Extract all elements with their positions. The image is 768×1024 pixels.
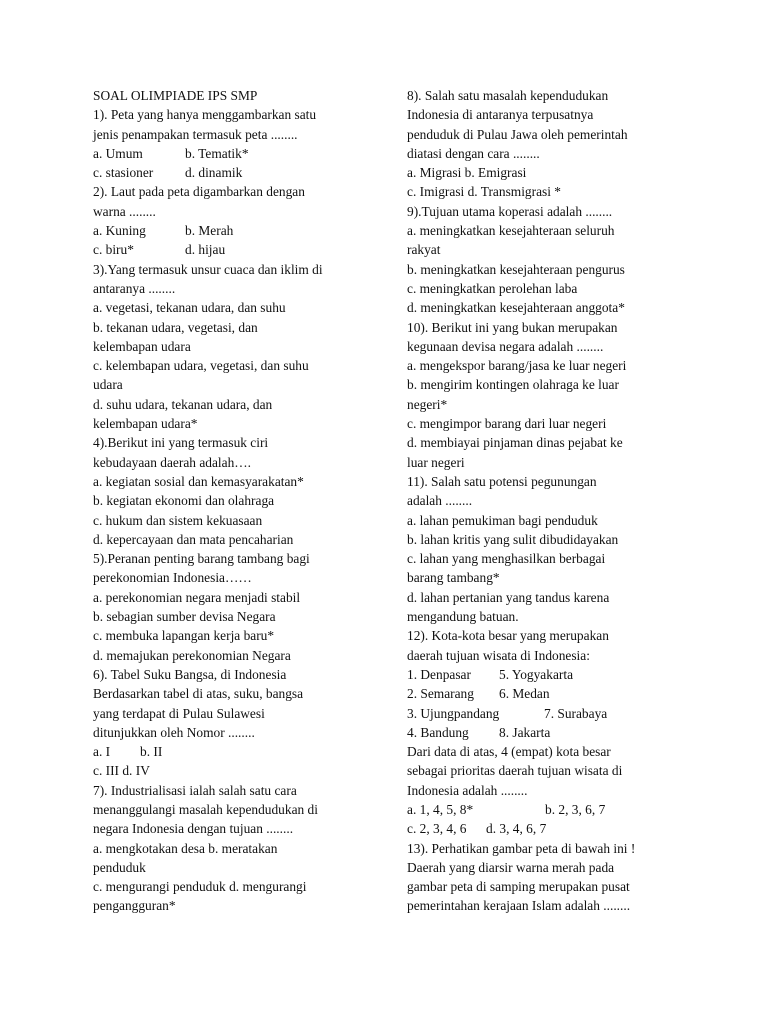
option-left: c. 2, 3, 4, 6 [407,821,467,837]
option-right: 7. Surabaya [544,705,608,721]
text-line: a. mengkotakan desa b. meratakan [93,840,278,856]
text-line: 10). Berikut ini yang bukan merupakan [407,319,618,335]
option-left: a. Umum [93,145,143,161]
text-line: negeri* [407,396,448,412]
text-line: c. lahan yang menghasilkan berbagai [407,551,606,567]
text-line: kebudayaan daerah adalah…. [93,454,252,470]
text-line: penduduk [93,859,146,875]
right-column [407,86,692,916]
text-line: Indonesia adalah ........ [407,782,528,798]
text-line: c. mengurangi penduduk d. mengurangi [93,879,307,895]
text-line: yang terdapat di Pulau Sulawesi [93,705,265,721]
text-line: mengandung batuan. [407,609,519,625]
text-line: c. mengimpor barang dari luar negeri [407,416,607,432]
text-line: negara Indonesia dengan tujuan ........ [93,821,294,837]
option-right: 8. Jakarta [499,724,551,740]
text-line: 6). Tabel Suku Bangsa, di Indonesia [93,666,287,682]
text-line: c. kelembapan udara, vegetasi, dan suhu [93,358,309,374]
text-line: diatasi dengan cara ........ [407,145,540,161]
left-column [93,86,385,916]
text-line: 11). Salah satu potensi pegunungan [407,473,597,489]
text-line: 9).Tujuan utama koperasi adalah ........ [407,203,613,219]
text-line: adalah ........ [407,493,473,509]
option-left: 3. Ujungpandang [407,705,500,721]
text-line: 4).Berikut ini yang termasuk ciri [93,435,269,451]
option-right: 5. Yogyakarta [499,666,574,682]
text-line: warna ........ [93,203,156,219]
text-line: d. lahan pertanian yang tandus karena [407,589,610,605]
text-line: b. tekanan udara, vegetasi, dan [93,319,258,335]
text-line: ditunjukkan oleh Nomor ........ [93,724,255,740]
option-right: d. 3, 4, 6, 7 [486,821,547,837]
text-line [407,800,692,819]
option-left: 1. Denpasar [407,666,471,682]
option-right: b. 2, 3, 6, 7 [545,801,606,817]
text-line: 2). Laut pada peta digambarkan dengan [93,184,305,200]
option-left: a. Kuning [93,223,146,239]
text-line: b. lahan kritis yang sulit dibudidayakan [407,531,619,547]
text-line: 8). Salah satu masalah kependudukan [407,88,609,103]
text-line: d. suhu udara, tekanan udara, dan [93,396,273,412]
text-line: 5).Peranan penting barang tambang bagi [93,551,310,567]
text-line: kelembapan udara* [93,416,198,432]
option-right: b. Tematik* [185,145,249,161]
text-line: c. III d. IV [93,763,150,779]
text-line [407,704,692,723]
text-line [407,665,692,684]
text-line: pengangguran* [93,898,176,914]
text-line: daerah tujuan wisata di Indonesia: [407,647,590,663]
text-line: Daerah yang diarsir warna merah pada [407,859,615,875]
text-line [407,684,692,703]
text-line [93,144,385,163]
text-line: kegunaan devisa negara adalah ........ [407,338,604,354]
text-line: a. Migrasi b. Emigrasi [407,165,527,181]
option-left: c. biru* [93,242,134,258]
text-line [93,163,385,182]
text-line: c. meningkatkan perolehan laba [407,280,578,296]
text-line: menanggulangi masalah kependudukan di [93,801,318,817]
option-left: a. I [93,744,111,760]
option-right: d. dinamik [185,165,243,181]
text-line: Indonesia di antaranya terpusatnya [407,107,594,123]
option-right: b. II [140,744,163,760]
text-line: sebagai prioritas daerah tujuan wisata di [407,763,623,779]
text-line: b. mengirim kontingen olahraga ke luar [407,377,619,393]
text-line: c. membuka lapangan kerja baru* [93,628,275,644]
text-line: a. mengekspor barang/jasa ke luar negeri [407,358,627,374]
text-line [93,240,385,259]
text-line [407,723,692,742]
text-line: 12). Kota-kota besar yang merupakan [407,628,609,644]
text-line: jenis penampakan termasuk peta ........ [93,126,298,142]
text-line: perekonomian Indonesia…… [93,570,252,586]
option-right: b. Merah [185,223,234,239]
text-line: a. lahan pemukiman bagi penduduk [407,512,598,528]
text-line: kelembapan udara [93,338,191,354]
text-line: a. vegetasi, tekanan udara, dan suhu [93,300,286,316]
document-title: SOAL OLIMPIADE IPS SMP [93,88,258,103]
text-line: a. kegiatan sosial dan kemasyarakatan* [93,473,304,489]
text-line: 13). Perhatikan gambar peta di bawah ini ! [407,840,636,856]
text-line: a. perekonomian negara menjadi stabil [93,589,301,605]
text-line [93,221,385,240]
text-line: d. membiayai pinjaman dinas pejabat ke [407,435,623,451]
text-line: Dari data di atas, 4 (empat) kota besar [407,744,611,760]
text-line: b. meningkatkan kesejahteraan pengurus [407,261,625,277]
text-line: pemerintahan kerajaan Islam adalah ........ [407,898,631,914]
option-right: 6. Medan [499,686,550,702]
option-left: 2. Semarang [407,686,474,702]
text-line: a. meningkatkan kesejahteraan seluruh [407,223,615,239]
option-right: d. hijau [185,242,226,258]
text-line: 3).Yang termasuk unsur cuaca dan iklim di [93,261,323,277]
text-line: d. meningkatkan kesejahteraan anggota* [407,300,625,316]
text-line [407,819,692,838]
text-line: barang tambang* [407,570,500,586]
text-line: gambar peta di samping merupakan pusat [407,879,630,895]
text-line: Berdasarkan tabel di atas, suku, bangsa [93,686,304,702]
text-line: rakyat [407,242,441,258]
left-column-lines [93,105,385,915]
option-left: a. 1, 4, 5, 8* [407,801,474,817]
text-line: udara [93,377,123,393]
right-column-lines [407,86,692,916]
text-line: c. hukum dan sistem kekuasaan [93,512,263,528]
text-line: d. kepercayaan dan mata pencaharian [93,531,294,547]
option-left: 4. Bandung [407,724,469,740]
text-line: antaranya ........ [93,280,176,296]
text-line: penduduk di Pulau Jawa oleh pemerintah [407,126,628,142]
text-line: luar negeri [407,454,465,470]
text-line [93,742,385,761]
option-left: c. stasioner [93,165,154,181]
text-line: c. Imigrasi d. Transmigrasi * [407,184,561,200]
text-line: d. memajukan perekonomian Negara [93,647,291,663]
text-line: b. sebagian sumber devisa Negara [93,609,276,625]
text-line: 7). Industrialisasi ialah salah satu cara [93,782,297,798]
text-line: b. kegiatan ekonomi dan olahraga [93,493,275,509]
text-line: 1). Peta yang hanya menggambarkan satu [93,107,317,123]
